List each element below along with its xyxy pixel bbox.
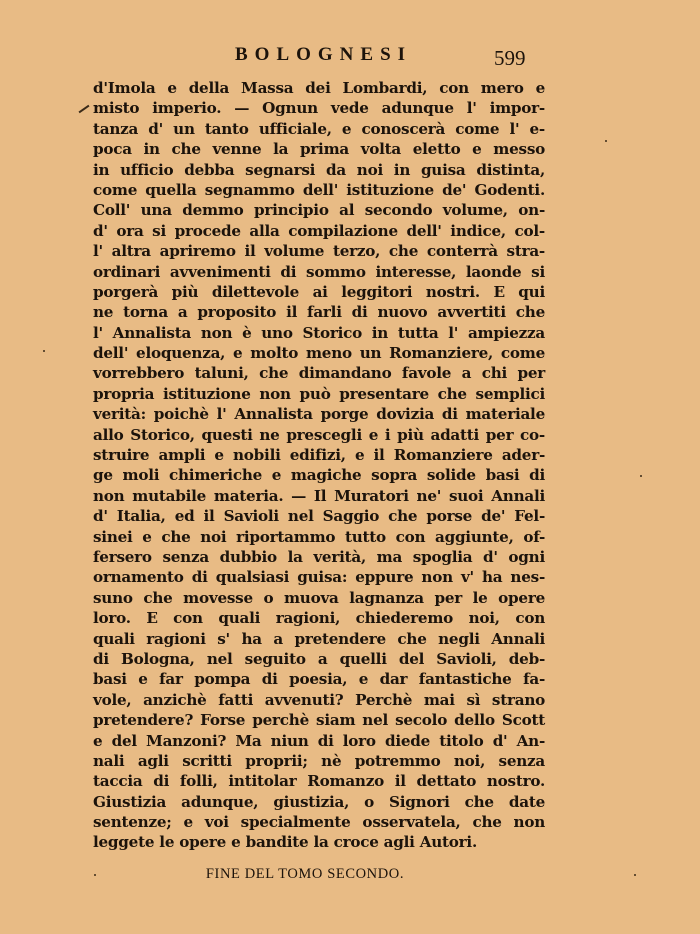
text-line: ne torna a proposito il farli di nuovo avvertiti che: [93, 303, 545, 322]
text-line: misto imperio. — Ognun vede adunque l' impor-: [93, 99, 545, 118]
text-line: struire ampli e nobili edifizi, e il Romanziere ader-: [93, 446, 545, 465]
margin-mark: [79, 105, 90, 114]
ink-speck: [640, 475, 642, 477]
colophon-text: FINE DEL TOMO SECONDO.: [205, 866, 405, 882]
text-line: come quella segnammo dell' istituzione de' Godenti.: [93, 180, 545, 199]
text-line: in ufficio debba segnarsi da noi in guisa distinta,: [93, 160, 545, 179]
ink-speck: [94, 874, 96, 876]
text-line: fersero senza dubbio la verità, ma spoglia d' ogni: [93, 547, 545, 566]
text-line: tanza d' un tanto ufficiale, e conoscerà come l' e-: [93, 119, 545, 138]
running-head: [0, 42, 700, 72]
text-line: leggete le opere e bandite la croce agli Autori.: [93, 833, 477, 852]
text-line: d' ora si procede alla compilazione dell' indice, col-: [93, 221, 545, 240]
text-line: verità: poichè l' Annalista porge dovizia di materiale: [93, 405, 545, 424]
text-line: nali agli scritti proprii; nè potremmo noi, senza: [93, 751, 545, 770]
text-line: quali ragioni s' ha a pretendere che negli Annali: [93, 629, 545, 648]
text-line: ge moli chimeriche e magiche sopra solide basi di: [93, 466, 545, 485]
text-line: non mutabile materia. — Il Muratori ne' suoi Annali: [93, 486, 545, 505]
text-line: l' altra apriremo il volume terzo, che conterrà stra-: [93, 242, 545, 261]
text-line: ornamento di qualsiasi guisa: eppure non v' ha nes-: [93, 568, 545, 587]
text-line: e del Manzoni? Ma niun di loro diede titolo d' An-: [93, 731, 545, 750]
text-line: propria istituzione non può presentare che semplici: [93, 384, 545, 403]
text-line: l' Annalista non è uno Storico in tutta l' ampiezza: [93, 323, 545, 342]
body-text: [93, 78, 545, 853]
ink-speck: [605, 140, 607, 142]
running-head-title: BOLOGNESI: [235, 44, 413, 65]
text-line: sinei e che noi riportammo tutto con aggiunte, of-: [93, 527, 545, 546]
text-line: suno che movesse o muova lagnanza per le opere: [93, 588, 545, 607]
text-line: basi e far pompa di poesia, e dar fantastiche fa-: [93, 670, 545, 689]
page-number: 599: [494, 46, 526, 70]
text-line: vorrebbero taluni, che dimandano favole a chi per: [93, 364, 545, 383]
text-line: porgerà più dilettevole ai leggitori nostri. E qui: [93, 282, 545, 301]
text-line: Coll' una demmo principio al secondo volume, on-: [93, 201, 545, 220]
text-line: sentenze; e voi specialmente osservatela, che non: [93, 813, 545, 832]
text-line: dell' eloquenza, e molto meno un Romanziere, come: [93, 344, 545, 363]
text-line: d'Imola e della Massa dei Lombardi, con mero e: [93, 79, 545, 97]
ink-speck: [634, 874, 636, 876]
text-line: ordinari avvenimenti di sommo interesse, laonde si: [93, 262, 545, 281]
text-line: di Bologna, nel seguito a quelli del Savioli, deb-: [93, 649, 545, 668]
text-line: pretendere? Forse perchè siam nel secolo dello Scott: [93, 711, 545, 730]
text-line: taccia di folli, intitolar Romanzo il dettato nostro.: [93, 772, 545, 791]
text-line: allo Storico, questi ne prescegli e i più adatti per co-: [93, 425, 545, 444]
text-line: loro. E con quali ragioni, chiederemo noi, con: [93, 609, 545, 628]
ink-speck: [43, 350, 45, 352]
text-line: poca in che venne la prima volta eletto e messo: [93, 140, 545, 159]
text-line: vole, anzichè fatti avvenuti? Perchè mai sì strano: [93, 690, 545, 709]
text-line: d' Italia, ed il Savioli nel Saggio che porse de' Fel-: [93, 507, 545, 526]
colophon: [0, 863, 700, 883]
text-line: Giustizia adunque, giustizia, o Signori che date: [93, 792, 545, 811]
